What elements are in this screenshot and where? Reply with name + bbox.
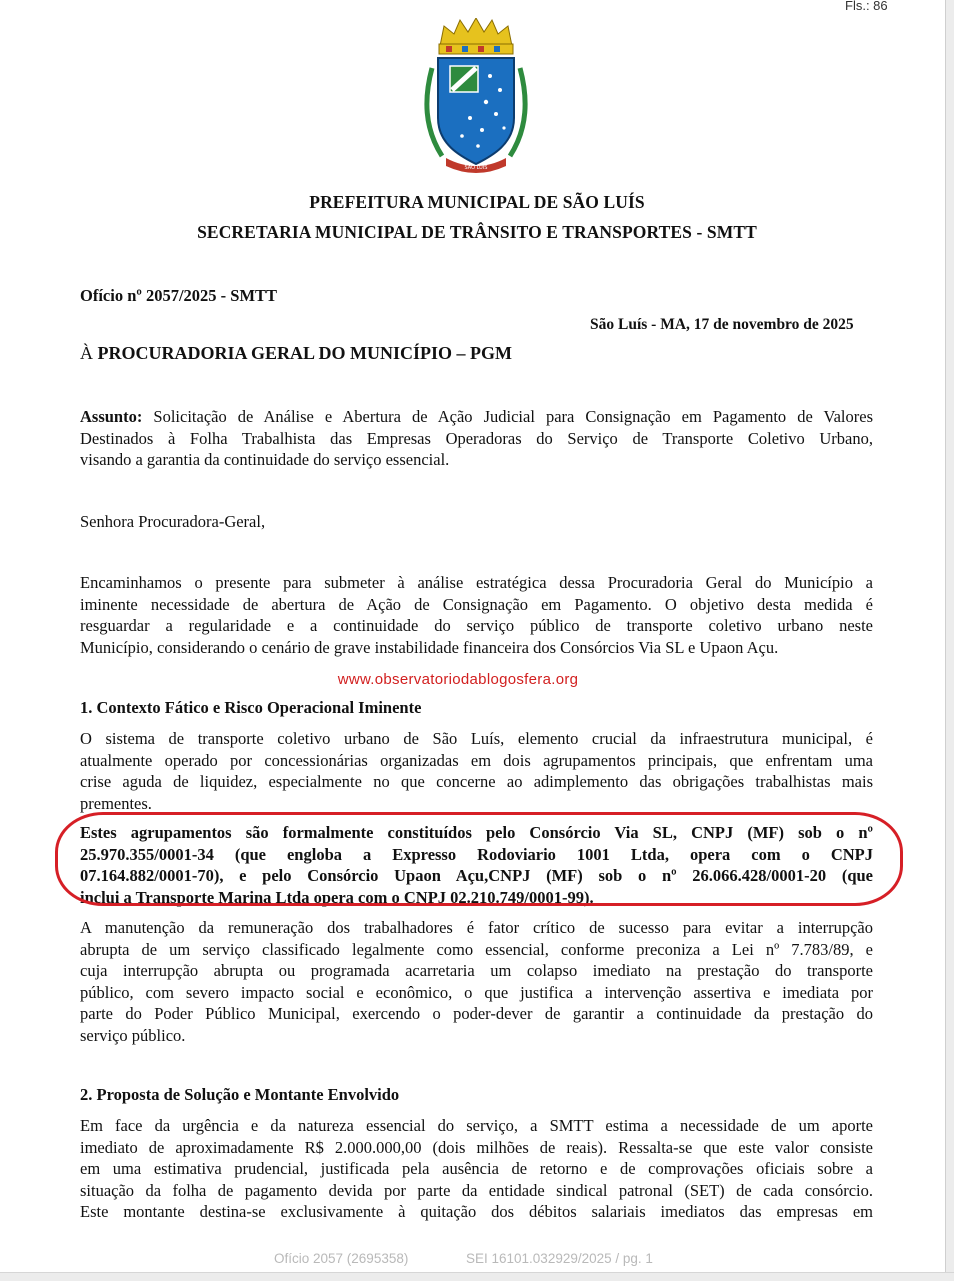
paragraph-line: imediato de aproximadamente R$ 2.000.000,00 (dois milhões de reais). Ressalta-se que este valor consiste xyxy=(80,1137,873,1157)
crest-ribbon-text: SÃO LUÍS xyxy=(464,165,488,171)
intro-line: Encaminhamos o presente para submeter à análise estratégica dessa Procuradoria Geral do Município a xyxy=(80,573,873,592)
section-1-paragraph-2 xyxy=(80,917,873,1046)
paragraph-line: cuja interrupção abrupta ou programada acarretaria um colapso imediato na prestação do transporte xyxy=(80,961,873,980)
subject-label: Assunto: xyxy=(80,407,143,426)
paragraph-line: crise aguda de liquidez, especialmente no que concerne ao adimplemento das obrigações trabalhistas mais xyxy=(80,772,873,791)
footer-doc-id: Ofício 2057 (2695358) xyxy=(274,1251,409,1266)
subject-line-3: visando a garantia da continuidade do serviço essencial. xyxy=(80,450,450,469)
paragraph-line: atualmente operado por concessionárias organizadas em dois agrupamentos principais, que enfrentam uma xyxy=(80,750,873,770)
addressee-prefix: À xyxy=(80,343,98,363)
paragraph-line: A manutenção da remuneração dos trabalhadores é fator crítico de sucesso para evitar a interrupção xyxy=(80,918,873,937)
paragraph-line: em uma estimativa prudencial, justificada pela ausência de retorno e de comprovações oficiais sobre a xyxy=(80,1159,873,1178)
footer-sei-id: SEI 16101.032929/2025 / pg. 1 xyxy=(466,1251,653,1266)
paragraph-line: prementes. xyxy=(80,793,152,813)
addressee-name: PROCURADORIA GERAL DO MUNICÍPIO – PGM xyxy=(97,343,513,363)
intro-line: Município, considerando o cenário de grave instabilidade financeira dos Consórcios Via SL e Upaon Açu. xyxy=(80,637,779,657)
subject-line-2: Destinados à Folha Trabalhista das Empresas Operadoras do Serviço de Transporte Coletivo Urbano, xyxy=(80,428,873,448)
oficio-number: Ofício nº 2057/2025 - SMTT xyxy=(80,286,278,305)
watermark-url: www.observatoriodablogosfera.org xyxy=(337,671,579,688)
paragraph-line: abrupta de um serviço classificado legalmente como essencial, conforme preconiza a Lei nº 7.783/89, e xyxy=(80,939,873,959)
crown-icon xyxy=(439,18,513,54)
page-number: Fls.: 86 xyxy=(845,0,888,13)
highlighted-line: 25.970.355/0001-34 (que engloba a Expresso Rodoviario 1001 Ltda, opera com o CNPJ xyxy=(80,844,873,864)
header-line-2: SECRETARIA MUNICIPAL DE TRÂNSITO E TRANSPORTES - SMTT xyxy=(197,222,757,242)
section-1-paragraph-1 xyxy=(80,728,873,814)
highlighted-line: Estes agrupamentos são formalmente constituídos pelo Consórcio Via SL, CNPJ (MF) sob o nº xyxy=(80,823,873,842)
subject-line-1: Solicitação de Análise e Abertura de Ação Judicial para Consignação em Pagamento de Valores xyxy=(153,407,874,426)
header-line-1: PREFEITURA MUNICIPAL DE SÃO LUÍS xyxy=(309,192,645,212)
paragraph-line: Em face da urgência e da natureza essencial do serviço, a SMTT estima a necessidade de um aporte xyxy=(80,1116,873,1135)
paragraph-line: O sistema de transporte coletivo urbano de São Luís, elemento crucial da infraestrutura municipal, é xyxy=(80,729,873,748)
section-2-title: 2. Proposta de Solução e Montante Envolvido xyxy=(80,1085,400,1104)
paragraph-line: público, com severo impacto social e econômico, o que justifica a intervenção assertiva e imediata por xyxy=(80,982,873,1002)
paragraph-line: parte do Poder Público Municipal, exercendo o poder-dever de garantir a continuidade da prestação do xyxy=(80,1004,873,1023)
paragraph-line: serviço público. xyxy=(80,1025,186,1045)
red-highlight-ellipse xyxy=(55,812,903,906)
paragraph-line: Este montante destina-se exclusivamente à quitação dos débitos salariais imediatos das empresas em xyxy=(80,1202,873,1221)
section-1-title: 1. Contexto Fático e Risco Operacional Iminente xyxy=(80,698,422,717)
highlighted-line: inclui a Transporte Marina Ltda opera com o CNPJ 02.210.749/0001-99). xyxy=(80,887,594,907)
highlighted-line: 07.164.882/0001-70), e pelo Consórcio Upaon Açu,CNPJ (MF) sob o nº 26.066.428/0001-20 (que xyxy=(80,866,873,885)
municipal-crest xyxy=(422,18,530,176)
intro-line: resguardar a regularidade e a continuidade do serviço público de transporte coletivo urbano neste xyxy=(80,616,873,635)
section-2-paragraph-1 xyxy=(80,1115,873,1223)
crest-icon xyxy=(422,18,530,176)
salutation: Senhora Procuradora-Geral, xyxy=(80,512,266,531)
intro-line: iminente necessidade de abertura de Ação de Consignação em Pagamento. O objetivo desta medida é xyxy=(80,594,873,614)
paragraph-line: situação da folha de pagamento devida por parte da entidade sindical patronal (SET) de cada consórcio. xyxy=(80,1180,873,1200)
subject-block xyxy=(80,406,873,471)
addressee xyxy=(80,343,512,364)
place-date: São Luís - MA, 17 de novembro de 2025 xyxy=(590,316,854,333)
intro-paragraph xyxy=(80,572,873,658)
